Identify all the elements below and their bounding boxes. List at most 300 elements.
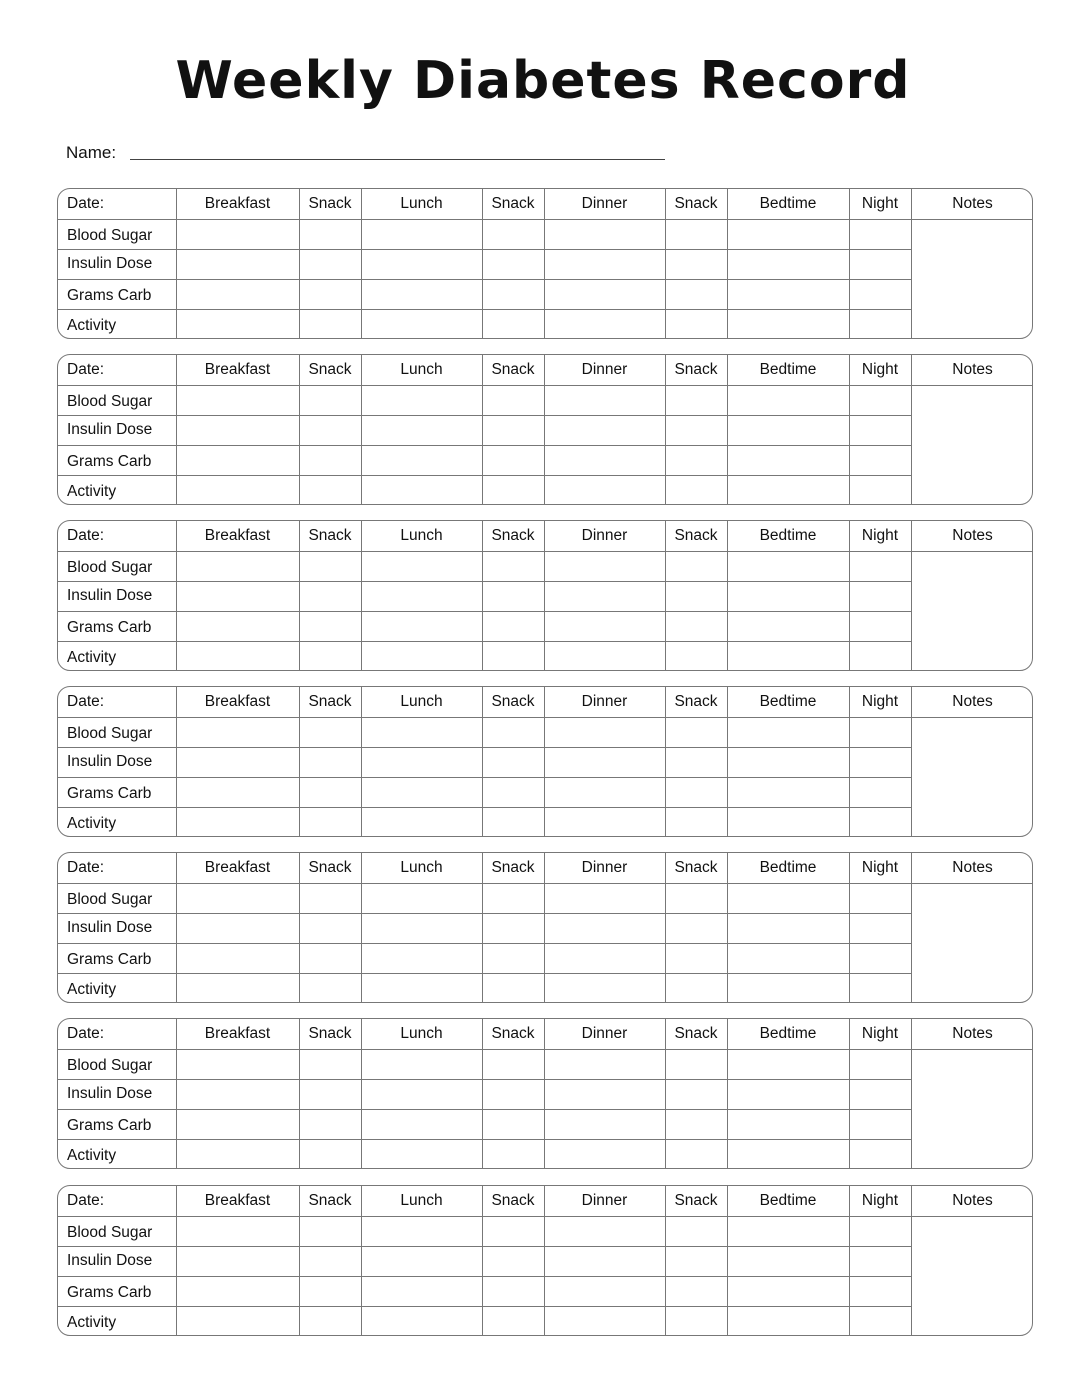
- row-label: Insulin Dose: [67, 587, 153, 604]
- entry-cell[interactable]: [666, 1217, 727, 1246]
- entry-cell[interactable]: [362, 446, 482, 475]
- entry-cell[interactable]: [177, 446, 299, 475]
- entry-cell[interactable]: [300, 1277, 361, 1306]
- entry-cell[interactable]: [545, 974, 665, 1003]
- entry-cell[interactable]: [362, 1140, 482, 1169]
- entry-cell[interactable]: [850, 1307, 911, 1336]
- entry-cell[interactable]: [545, 1217, 665, 1246]
- column-header: Snack: [308, 361, 352, 378]
- entry-cell[interactable]: [300, 476, 361, 505]
- entry-cell[interactable]: [177, 718, 299, 747]
- column-header: Snack: [674, 1192, 718, 1209]
- entry-cell[interactable]: [300, 1050, 361, 1079]
- entry-cell[interactable]: [483, 582, 544, 611]
- entry-cell[interactable]: [362, 386, 482, 415]
- entry-cell[interactable]: [483, 612, 544, 641]
- entry-cell[interactable]: [483, 552, 544, 581]
- entry-cell[interactable]: [545, 1110, 665, 1139]
- entry-cell[interactable]: [362, 1050, 482, 1079]
- entry-cell[interactable]: [545, 386, 665, 415]
- entry-cell[interactable]: [666, 1307, 727, 1336]
- entry-cell[interactable]: [728, 1217, 849, 1246]
- entry-cell[interactable]: [177, 582, 299, 611]
- column-header: Lunch: [400, 1192, 443, 1209]
- entry-cell[interactable]: [362, 416, 482, 445]
- entry-cell[interactable]: [545, 1080, 665, 1109]
- entry-cell[interactable]: [177, 552, 299, 581]
- entry-cell[interactable]: [483, 642, 544, 671]
- entry-cell[interactable]: [545, 220, 665, 249]
- entry-cell[interactable]: [362, 476, 482, 505]
- row-label: Blood Sugar: [67, 1057, 153, 1074]
- entry-cell[interactable]: [362, 250, 482, 279]
- entry-cell[interactable]: [483, 1217, 544, 1246]
- entry-cell[interactable]: [850, 1140, 911, 1169]
- notes-field[interactable]: [912, 552, 1033, 671]
- entry-cell[interactable]: [728, 748, 849, 777]
- entry-cell[interactable]: [300, 944, 361, 973]
- entry-cell[interactable]: [728, 1277, 849, 1306]
- entry-cell[interactable]: [666, 446, 727, 475]
- notes-header: Notes: [952, 361, 993, 378]
- entry-cell[interactable]: [666, 718, 727, 747]
- column-header: Night: [861, 195, 899, 212]
- entry-cell[interactable]: [728, 220, 849, 249]
- entry-cell[interactable]: [545, 718, 665, 747]
- row-label: Blood Sugar: [67, 559, 153, 576]
- entry-cell[interactable]: [362, 884, 482, 913]
- column-header: Snack: [308, 693, 352, 710]
- entry-cell[interactable]: [362, 1247, 482, 1276]
- entry-cell[interactable]: [300, 642, 361, 671]
- entry-cell[interactable]: [483, 808, 544, 837]
- entry-cell[interactable]: [300, 808, 361, 837]
- day-record: [57, 188, 1033, 339]
- entry-cell[interactable]: [850, 310, 911, 339]
- entry-cell[interactable]: [666, 1110, 727, 1139]
- entry-cell[interactable]: [177, 778, 299, 807]
- entry-cell[interactable]: [483, 914, 544, 943]
- row-label: Blood Sugar: [67, 1224, 153, 1241]
- entry-cell[interactable]: [728, 386, 849, 415]
- date-field[interactable]: [113, 357, 173, 383]
- entry-cell[interactable]: [483, 1277, 544, 1306]
- entry-cell[interactable]: [850, 808, 911, 837]
- entry-cell[interactable]: [362, 310, 482, 339]
- entry-cell[interactable]: [850, 476, 911, 505]
- entry-cell[interactable]: [177, 748, 299, 777]
- entry-cell[interactable]: [177, 974, 299, 1003]
- entry-cell[interactable]: [850, 1247, 911, 1276]
- column-header: Snack: [674, 1025, 718, 1042]
- row-label: Grams Carb: [67, 951, 152, 968]
- entry-cell[interactable]: [728, 1110, 849, 1139]
- day-record: [57, 354, 1033, 505]
- entry-cell[interactable]: [177, 1307, 299, 1336]
- entry-cell[interactable]: [666, 1050, 727, 1079]
- column-header: Snack: [491, 1192, 535, 1209]
- entry-cell[interactable]: [850, 1277, 911, 1306]
- date-label: Date:: [67, 1025, 105, 1042]
- date-label: Date:: [67, 693, 105, 710]
- entry-cell[interactable]: [545, 1050, 665, 1079]
- column-header: Snack: [674, 195, 718, 212]
- entry-cell[interactable]: [177, 220, 299, 249]
- entry-cell[interactable]: [483, 220, 544, 249]
- entry-cell[interactable]: [177, 1247, 299, 1276]
- name-field[interactable]: [130, 159, 665, 160]
- column-header: Breakfast: [204, 195, 271, 212]
- entry-cell[interactable]: [545, 280, 665, 309]
- entry-cell[interactable]: [483, 280, 544, 309]
- entry-cell[interactable]: [177, 386, 299, 415]
- column-header: Snack: [308, 1025, 352, 1042]
- entry-cell[interactable]: [728, 416, 849, 445]
- column-header: Snack: [308, 859, 352, 876]
- entry-cell[interactable]: [666, 1247, 727, 1276]
- column-header: Snack: [308, 1192, 352, 1209]
- entry-cell[interactable]: [483, 748, 544, 777]
- entry-cell[interactable]: [545, 1140, 665, 1169]
- entry-cell[interactable]: [666, 778, 727, 807]
- entry-cell[interactable]: [362, 808, 482, 837]
- entry-cell[interactable]: [666, 944, 727, 973]
- entry-cell[interactable]: [545, 612, 665, 641]
- day-record: [57, 1185, 1033, 1336]
- entry-cell[interactable]: [177, 250, 299, 279]
- entry-cell[interactable]: [300, 386, 361, 415]
- entry-cell[interactable]: [362, 642, 482, 671]
- entry-cell[interactable]: [850, 1050, 911, 1079]
- entry-cell[interactable]: [483, 386, 544, 415]
- entry-cell[interactable]: [728, 642, 849, 671]
- entry-cell[interactable]: [177, 808, 299, 837]
- entry-cell[interactable]: [300, 1140, 361, 1169]
- notes-header: Notes: [952, 1192, 993, 1209]
- entry-cell[interactable]: [177, 914, 299, 943]
- entry-cell[interactable]: [666, 250, 727, 279]
- entry-cell[interactable]: [545, 250, 665, 279]
- entry-cell[interactable]: [728, 1307, 849, 1336]
- entry-cell[interactable]: [850, 748, 911, 777]
- column-header: Dinner: [581, 693, 628, 710]
- entry-cell[interactable]: [300, 220, 361, 249]
- entry-cell[interactable]: [483, 1140, 544, 1169]
- entry-cell[interactable]: [666, 582, 727, 611]
- entry-cell[interactable]: [362, 944, 482, 973]
- entry-cell[interactable]: [545, 416, 665, 445]
- entry-cell[interactable]: [300, 1247, 361, 1276]
- row-label: Insulin Dose: [67, 753, 153, 770]
- entry-cell[interactable]: [545, 642, 665, 671]
- entry-cell[interactable]: [362, 1307, 482, 1336]
- entry-cell[interactable]: [300, 552, 361, 581]
- entry-cell[interactable]: [483, 1307, 544, 1336]
- entry-cell[interactable]: [300, 1080, 361, 1109]
- entry-cell[interactable]: [177, 1217, 299, 1246]
- entry-cell[interactable]: [483, 884, 544, 913]
- entry-cell[interactable]: [483, 1050, 544, 1079]
- entry-cell[interactable]: [177, 1050, 299, 1079]
- entry-cell[interactable]: [483, 1247, 544, 1276]
- entry-cell[interactable]: [545, 914, 665, 943]
- notes-field[interactable]: [912, 1050, 1033, 1169]
- row-label: Activity: [67, 815, 117, 832]
- entry-cell[interactable]: [177, 612, 299, 641]
- entry-cell[interactable]: [300, 778, 361, 807]
- column-header: Breakfast: [204, 693, 271, 710]
- entry-cell[interactable]: [362, 1217, 482, 1246]
- entry-cell[interactable]: [177, 310, 299, 339]
- entry-cell[interactable]: [850, 220, 911, 249]
- entry-cell[interactable]: [728, 1050, 849, 1079]
- entry-cell[interactable]: [666, 612, 727, 641]
- entry-cell[interactable]: [728, 808, 849, 837]
- date-field[interactable]: [113, 855, 173, 881]
- entry-cell[interactable]: [728, 778, 849, 807]
- row-label: Activity: [67, 981, 117, 998]
- entry-cell[interactable]: [177, 280, 299, 309]
- entry-cell[interactable]: [545, 476, 665, 505]
- date-field[interactable]: [113, 523, 173, 549]
- notes-header: Notes: [952, 1025, 993, 1042]
- column-header: Night: [861, 1192, 899, 1209]
- notes-field[interactable]: [912, 386, 1033, 505]
- entry-cell[interactable]: [300, 718, 361, 747]
- entry-cell[interactable]: [666, 914, 727, 943]
- notes-field[interactable]: [912, 1217, 1033, 1336]
- entry-cell[interactable]: [728, 552, 849, 581]
- entry-cell[interactable]: [850, 612, 911, 641]
- entry-cell[interactable]: [850, 1110, 911, 1139]
- column-header: Breakfast: [204, 859, 271, 876]
- entry-cell[interactable]: [666, 416, 727, 445]
- entry-cell[interactable]: [850, 944, 911, 973]
- entry-cell[interactable]: [362, 552, 482, 581]
- entry-cell[interactable]: [666, 808, 727, 837]
- entry-cell[interactable]: [545, 582, 665, 611]
- entry-cell[interactable]: [300, 446, 361, 475]
- column-header: Night: [861, 859, 899, 876]
- entry-cell[interactable]: [666, 220, 727, 249]
- entry-cell[interactable]: [362, 1277, 482, 1306]
- entry-cell[interactable]: [483, 310, 544, 339]
- column-header: Night: [861, 693, 899, 710]
- date-field[interactable]: [113, 191, 173, 217]
- entry-cell[interactable]: [300, 280, 361, 309]
- entry-cell[interactable]: [850, 718, 911, 747]
- day-record: [57, 852, 1033, 1003]
- entry-cell[interactable]: [545, 1247, 665, 1276]
- column-header: Lunch: [400, 1025, 443, 1042]
- entry-cell[interactable]: [850, 280, 911, 309]
- entry-cell[interactable]: [362, 582, 482, 611]
- entry-cell[interactable]: [362, 914, 482, 943]
- column-header: Snack: [674, 859, 718, 876]
- entry-cell[interactable]: [545, 446, 665, 475]
- entry-cell[interactable]: [850, 386, 911, 415]
- column-header: Dinner: [581, 361, 628, 378]
- date-label: Date:: [67, 527, 105, 544]
- entry-cell[interactable]: [300, 914, 361, 943]
- entry-cell[interactable]: [728, 974, 849, 1003]
- entry-cell[interactable]: [666, 476, 727, 505]
- entry-cell[interactable]: [728, 884, 849, 913]
- entry-cell[interactable]: [850, 416, 911, 445]
- entry-cell[interactable]: [177, 1140, 299, 1169]
- column-header: Breakfast: [204, 361, 271, 378]
- entry-cell[interactable]: [666, 386, 727, 415]
- entry-cell[interactable]: [362, 778, 482, 807]
- entry-cell[interactable]: [177, 416, 299, 445]
- entry-cell[interactable]: [300, 250, 361, 279]
- entry-cell[interactable]: [483, 944, 544, 973]
- entry-cell[interactable]: [177, 1277, 299, 1306]
- entry-cell[interactable]: [666, 552, 727, 581]
- date-field[interactable]: [113, 1021, 173, 1047]
- entry-cell[interactable]: [728, 280, 849, 309]
- entry-cell[interactable]: [666, 310, 727, 339]
- column-header: Bedtime: [759, 527, 817, 544]
- entry-cell[interactable]: [545, 778, 665, 807]
- entry-cell[interactable]: [300, 310, 361, 339]
- date-field[interactable]: [113, 1188, 173, 1214]
- entry-cell[interactable]: [177, 1110, 299, 1139]
- date-field[interactable]: [113, 689, 173, 715]
- entry-cell[interactable]: [300, 612, 361, 641]
- notes-field[interactable]: [912, 718, 1033, 837]
- entry-cell[interactable]: [300, 582, 361, 611]
- entry-cell[interactable]: [728, 718, 849, 747]
- entry-cell[interactable]: [483, 446, 544, 475]
- entry-cell[interactable]: [300, 974, 361, 1003]
- entry-cell[interactable]: [362, 220, 482, 249]
- entry-cell[interactable]: [300, 748, 361, 777]
- entry-cell[interactable]: [177, 1080, 299, 1109]
- entry-cell[interactable]: [728, 1247, 849, 1276]
- entry-cell[interactable]: [177, 642, 299, 671]
- entry-cell[interactable]: [666, 748, 727, 777]
- entry-cell[interactable]: [300, 416, 361, 445]
- entry-cell[interactable]: [850, 778, 911, 807]
- entry-cell[interactable]: [728, 612, 849, 641]
- entry-cell[interactable]: [300, 884, 361, 913]
- entry-cell[interactable]: [362, 280, 482, 309]
- column-header: Bedtime: [759, 693, 817, 710]
- entry-cell[interactable]: [545, 1277, 665, 1306]
- entry-cell[interactable]: [850, 446, 911, 475]
- notes-field[interactable]: [912, 220, 1033, 339]
- notes-header: Notes: [952, 693, 993, 710]
- date-label: Date:: [67, 195, 105, 212]
- entry-cell[interactable]: [850, 582, 911, 611]
- row-label: Insulin Dose: [67, 421, 153, 438]
- entry-cell[interactable]: [850, 552, 911, 581]
- entry-cell[interactable]: [545, 808, 665, 837]
- page-title: Weekly Diabetes Record: [175, 51, 911, 111]
- entry-cell[interactable]: [728, 446, 849, 475]
- entry-cell[interactable]: [177, 944, 299, 973]
- entry-cell[interactable]: [850, 884, 911, 913]
- entry-cell[interactable]: [483, 476, 544, 505]
- entry-cell[interactable]: [545, 310, 665, 339]
- column-header: Night: [861, 527, 899, 544]
- entry-cell[interactable]: [850, 642, 911, 671]
- entry-cell[interactable]: [177, 476, 299, 505]
- day-record: [57, 520, 1033, 671]
- column-header: Snack: [491, 1025, 535, 1042]
- column-header: Night: [861, 361, 899, 378]
- entry-cell[interactable]: [850, 250, 911, 279]
- entry-cell[interactable]: [728, 582, 849, 611]
- notes-header: Notes: [952, 859, 993, 876]
- entry-cell[interactable]: [545, 944, 665, 973]
- entry-cell[interactable]: [362, 1080, 482, 1109]
- entry-cell[interactable]: [850, 1217, 911, 1246]
- entry-cell[interactable]: [728, 1140, 849, 1169]
- entry-cell[interactable]: [177, 884, 299, 913]
- entry-cell[interactable]: [545, 552, 665, 581]
- entry-cell[interactable]: [362, 718, 482, 747]
- column-header: Dinner: [581, 527, 628, 544]
- entry-cell[interactable]: [362, 974, 482, 1003]
- entry-cell[interactable]: [666, 1140, 727, 1169]
- entry-cell[interactable]: [545, 884, 665, 913]
- entry-cell[interactable]: [300, 1217, 361, 1246]
- entry-cell[interactable]: [728, 944, 849, 973]
- column-header: Bedtime: [759, 859, 817, 876]
- row-label: Insulin Dose: [67, 1085, 153, 1102]
- entry-cell[interactable]: [483, 1080, 544, 1109]
- entry-cell[interactable]: [483, 1110, 544, 1139]
- column-header: Dinner: [581, 1192, 628, 1209]
- notes-field[interactable]: [912, 884, 1033, 1003]
- entry-cell[interactable]: [483, 416, 544, 445]
- entry-cell[interactable]: [728, 914, 849, 943]
- entry-cell[interactable]: [483, 718, 544, 747]
- entry-cell[interactable]: [728, 476, 849, 505]
- column-header: Breakfast: [204, 527, 271, 544]
- entry-cell[interactable]: [666, 280, 727, 309]
- row-label: Insulin Dose: [67, 1252, 153, 1269]
- entry-cell[interactable]: [483, 250, 544, 279]
- entry-cell[interactable]: [666, 642, 727, 671]
- entry-cell[interactable]: [728, 310, 849, 339]
- entry-cell[interactable]: [362, 748, 482, 777]
- row-label: Grams Carb: [67, 287, 152, 304]
- column-header: Snack: [308, 195, 352, 212]
- entry-cell[interactable]: [666, 1080, 727, 1109]
- entry-cell[interactable]: [666, 974, 727, 1003]
- entry-cell[interactable]: [483, 778, 544, 807]
- entry-cell[interactable]: [850, 974, 911, 1003]
- entry-cell[interactable]: [300, 1307, 361, 1336]
- entry-cell[interactable]: [666, 884, 727, 913]
- notes-header: Notes: [952, 527, 993, 544]
- entry-cell[interactable]: [362, 612, 482, 641]
- entry-cell[interactable]: [728, 1080, 849, 1109]
- entry-cell[interactable]: [666, 1277, 727, 1306]
- entry-cell[interactable]: [362, 1110, 482, 1139]
- entry-cell[interactable]: [850, 914, 911, 943]
- entry-cell[interactable]: [483, 974, 544, 1003]
- entry-cell[interactable]: [545, 748, 665, 777]
- entry-cell[interactable]: [728, 250, 849, 279]
- entry-cell[interactable]: [300, 1110, 361, 1139]
- entry-cell[interactable]: [850, 1080, 911, 1109]
- entry-cell[interactable]: [545, 1307, 665, 1336]
- column-header: Snack: [308, 527, 352, 544]
